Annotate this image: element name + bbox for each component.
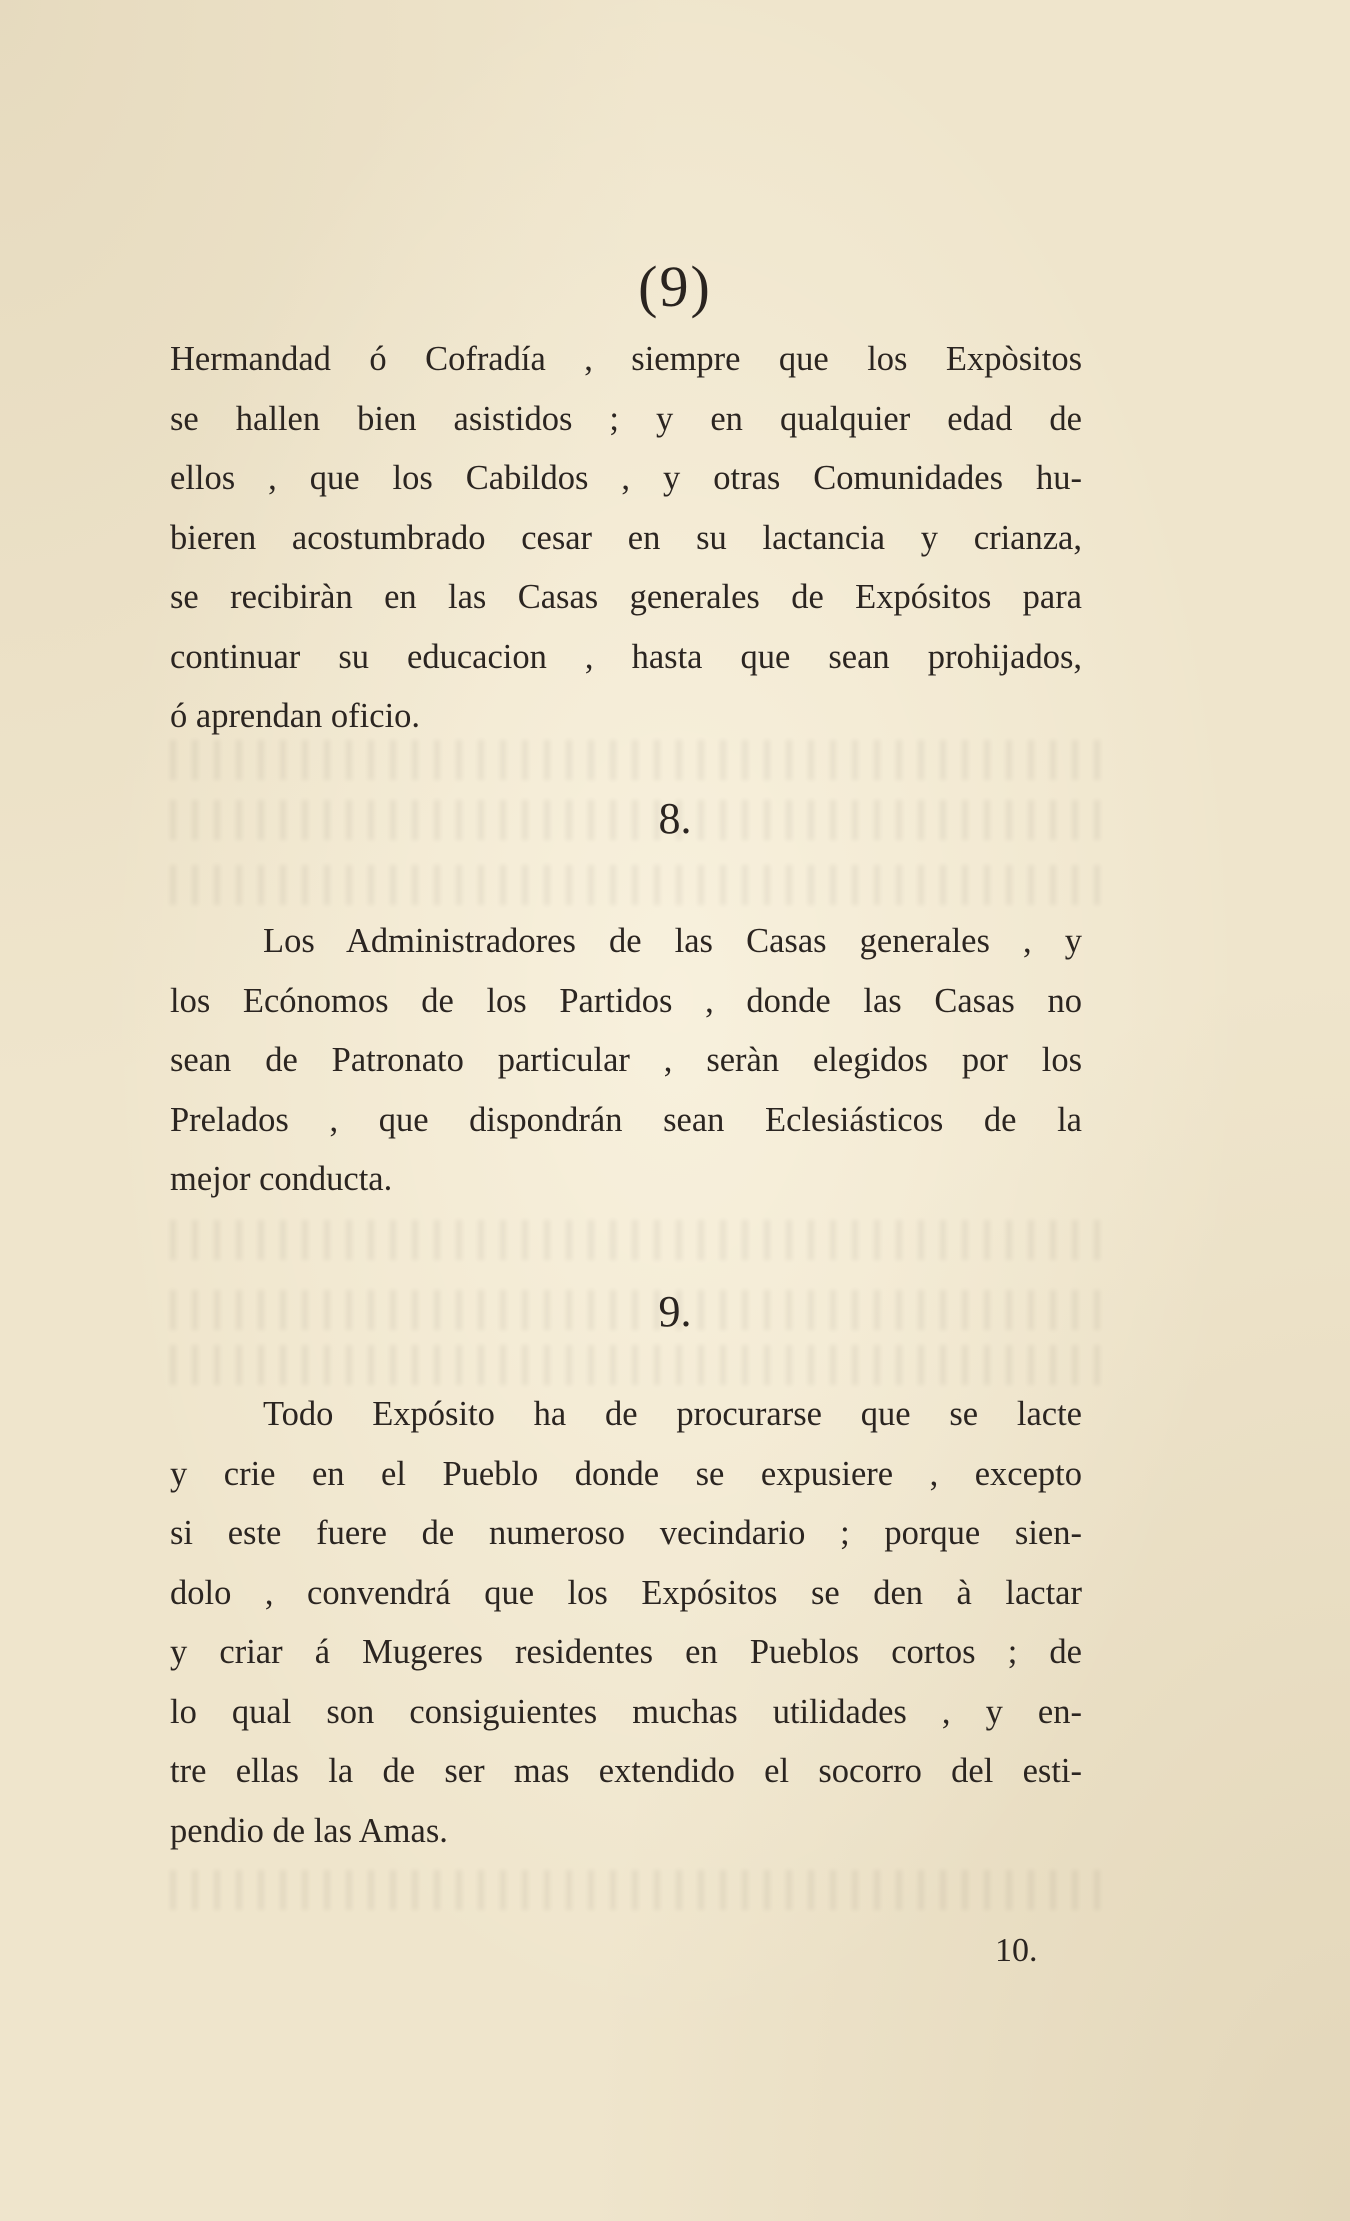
text-line: mejor conducta. bbox=[170, 1160, 393, 1198]
text-line: Prelados , que dispondrán sean Eclesiásticos de la bbox=[170, 1100, 1082, 1139]
show-through bbox=[170, 1870, 1100, 1910]
text-line: si este fuere de numeroso vecindario ; porque sien- bbox=[170, 1514, 1082, 1552]
text-line: continuar su educacion , hasta que sean prohijados, bbox=[170, 637, 1082, 676]
text-line: Los Administradores de las Casas generales , y bbox=[263, 922, 1082, 960]
text-line: ó aprendan oficio. bbox=[170, 697, 421, 735]
text-line: dolo , convendrá que los Expósitos se den à lactar bbox=[170, 1573, 1082, 1612]
text-line: se recibiràn en las Casas generales de Expósitos para bbox=[170, 578, 1082, 616]
section-9-paragraph bbox=[170, 1385, 1082, 1861]
text-line: Hermandad ó Cofradía , siempre que los Expòsitos bbox=[170, 340, 1082, 378]
page-number: (9) bbox=[638, 254, 712, 319]
catchword: 10. bbox=[995, 1932, 1038, 1969]
text-line: tre ellas la de ser mas extendido el socorro del esti- bbox=[170, 1752, 1082, 1790]
show-through bbox=[170, 1345, 1100, 1385]
text-line: los Ecónomos de los Partidos , donde las Casas no bbox=[170, 981, 1082, 1020]
text-line: se hallen bien asistidos ; y en qualquier edad de bbox=[170, 399, 1082, 438]
text-line: pendio de las Amas. bbox=[170, 1811, 448, 1850]
text-line: sean de Patronato particular , seràn elegidos por los bbox=[170, 1041, 1082, 1079]
show-through bbox=[170, 1220, 1100, 1260]
section-8-paragraph bbox=[170, 912, 1082, 1210]
text-line: lo qual son consiguientes muchas utilidades , y en- bbox=[170, 1692, 1082, 1731]
paragraph-continuation bbox=[170, 330, 1082, 747]
text-line: Todo Expósito ha de procurarse que se lacte bbox=[263, 1395, 1082, 1433]
text-line: y crie en el Pueblo donde se expusiere , excepto bbox=[170, 1454, 1082, 1493]
text-line: bieren acostumbrado cesar en su lactancia y crianza, bbox=[170, 518, 1082, 557]
show-through bbox=[170, 865, 1100, 905]
text-line: ellos , que los Cabildos , y otras Comunidades hu- bbox=[170, 459, 1082, 497]
section-number-8: 8. bbox=[658, 794, 692, 843]
text-line: y criar á Mugeres residentes en Pueblos cortos ; de bbox=[170, 1633, 1082, 1671]
section-number-9: 9. bbox=[658, 1287, 692, 1336]
